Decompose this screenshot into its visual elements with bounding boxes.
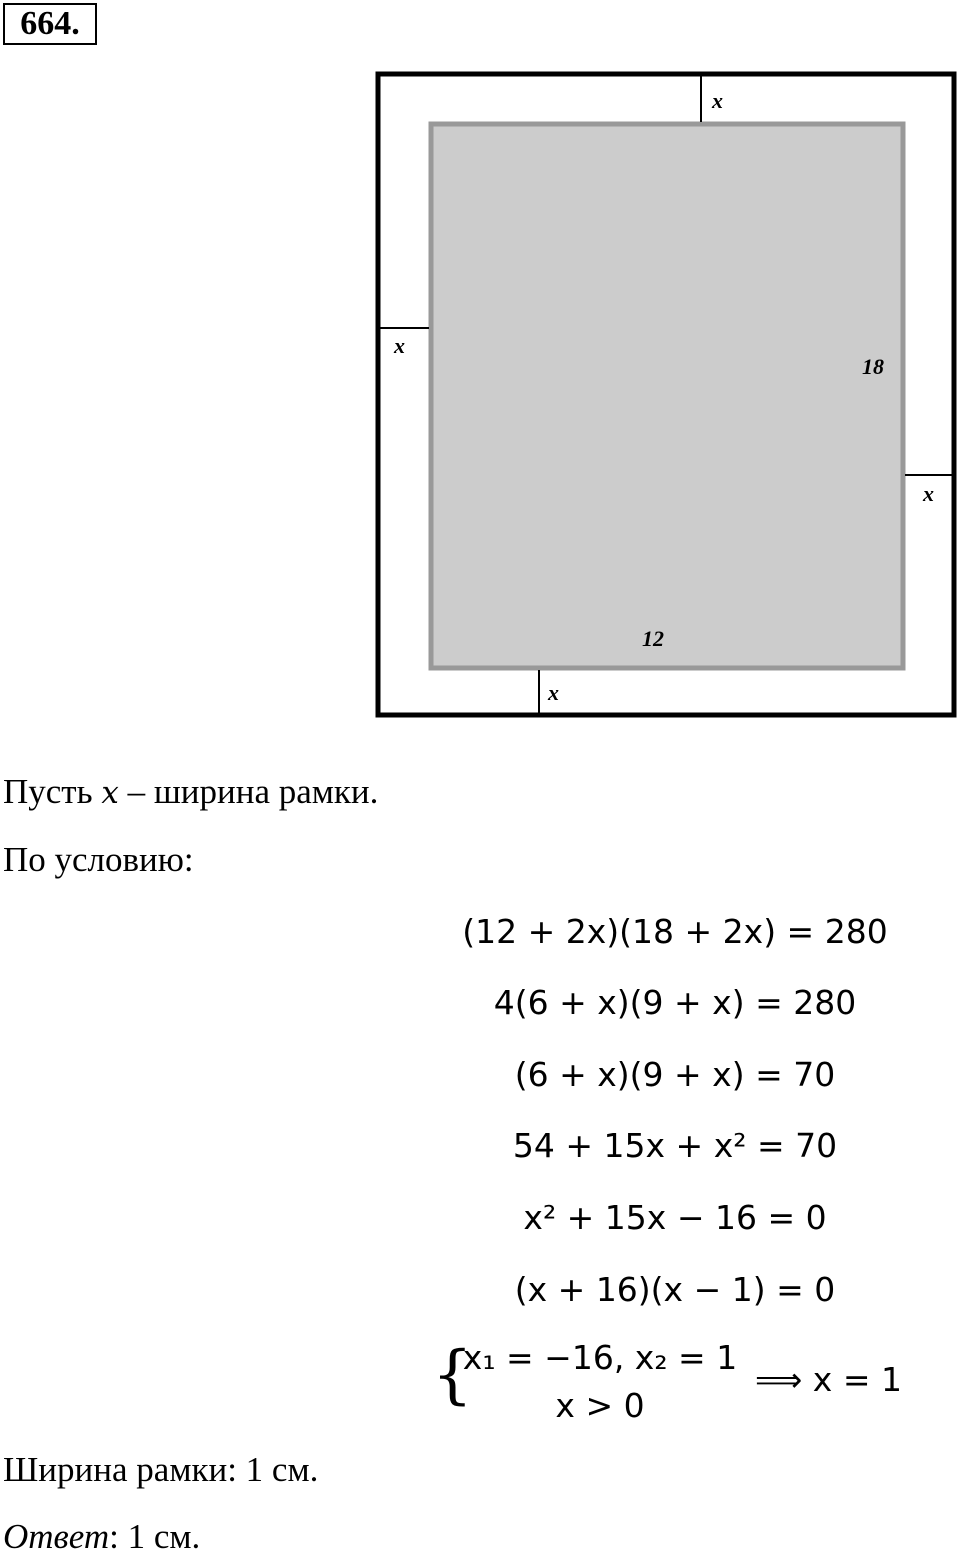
condition-label: По условию: [3,840,194,879]
let-suffix: – ширина рамки. [118,772,379,811]
let-variable: x [101,775,119,811]
answer-label: Ответ [3,1517,110,1556]
equation-6: (x + 16)(x − 1) = 0 [514,1270,836,1309]
equation-4: 54 + 15x + x² = 70 [512,1126,838,1165]
equation-5: x² + 15x − 16 = 0 [523,1198,827,1237]
inner-picture [431,124,903,668]
equation-2: 4(6 + x)(9 + x) = 280 [493,983,857,1022]
system-line-1: x₁ = −16, x₂ = 1 [462,1338,738,1377]
label-x-left: x [394,333,405,358]
equation-1: (12 + 2x)(18 + 2x) = 280 [462,912,888,951]
label-height-18: 18 [862,354,884,379]
answer-value: : 1 см. [109,1517,201,1556]
system-line-2: x > 0 [555,1386,645,1425]
label-x-bottom: x [548,680,559,705]
system-brace: { [432,1338,473,1412]
result-statement: Ширина рамки: 1 см. [3,1450,319,1489]
label-width-12: 12 [642,626,664,651]
label-x-right: x [923,481,934,506]
let-prefix: Пусть [3,772,102,811]
equation-3: (6 + x)(9 + x) = 70 [514,1055,836,1094]
label-x-top: x [712,88,723,113]
answer-line [3,1517,200,1557]
let-statement [3,772,378,813]
frame-figure [0,0,960,730]
problem-number: 664. [3,3,97,45]
conclusion: ⟹ x = 1 [755,1360,902,1399]
